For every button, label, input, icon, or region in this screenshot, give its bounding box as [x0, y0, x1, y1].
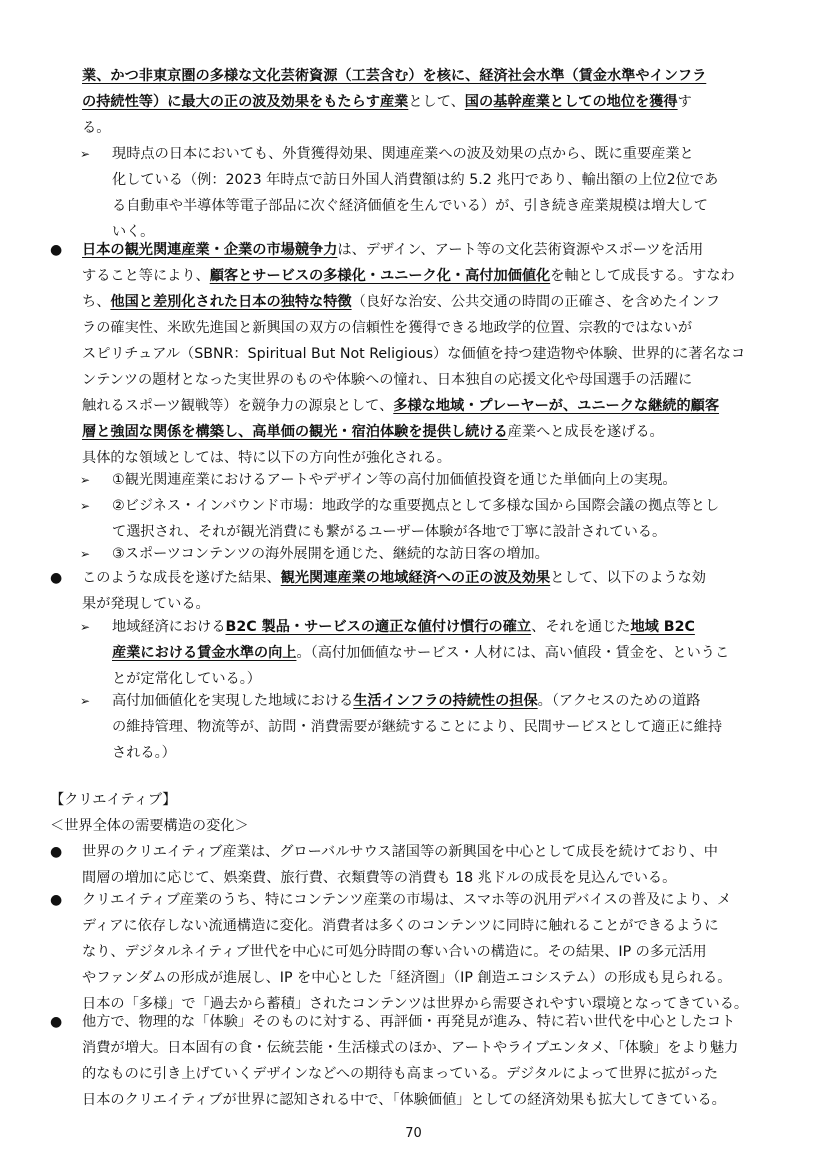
- paragraph-line: [82, 263, 782, 289]
- emphasis-text: 産業における賃金水準の向上: [112, 645, 297, 661]
- body-text: 。（アクセスのための道路: [537, 693, 701, 709]
- body-text: す: [677, 94, 692, 110]
- sub-item-line: [112, 640, 784, 666]
- intro-paragraph: [82, 63, 782, 141]
- ripple-effect-paragraph: [82, 565, 782, 617]
- paragraph-line: [82, 341, 782, 367]
- body-text: ち、: [82, 294, 111, 310]
- body-text: 産業へと成長を遂げる。: [507, 424, 664, 440]
- sub-item-line: 現時点の日本においても、外貨獲得効果、関連産業への波及効果の点から、既に重要産業と: [112, 146, 694, 162]
- bullet-dot-icon: ●: [50, 892, 63, 908]
- paragraph-line: 日本の「多様」で「過去から蓄積」されたコンテンツは世界から需要されやすい環境となってきている。: [82, 996, 749, 1012]
- paragraph-line: クリエイティブ産業のうち、特にコンテンツ産業の市場は、スマホ等の汎用デバイスの普及により、メ: [82, 892, 732, 908]
- sub-item: [112, 493, 784, 545]
- subheading: [50, 813, 249, 839]
- paragraph-line: [82, 237, 782, 263]
- emphasis-text: の持続性等）に最大の正の波及効果をもたらす産業: [82, 94, 409, 110]
- emphasis-text: 他国と差別化された日本の独特な特徴: [110, 294, 352, 310]
- paragraph-line: [82, 315, 782, 341]
- bullet-dot-icon: ●: [50, 570, 63, 586]
- body-text: の維持管理、物流等が、訪問・消費需要が継続することにより、民間サービスとして適正に維持: [112, 719, 723, 735]
- emphasis-text: B2C 製品・サービスの適正な値付け慣行の確立: [225, 619, 532, 635]
- section-heading-text: 【クリエイティブ】: [50, 792, 177, 808]
- subheading-text: ＜世界全体の需要構造の変化＞: [50, 818, 249, 834]
- body-text: される。）: [112, 745, 176, 761]
- arrow-bullet-icon: ➢: [80, 473, 91, 487]
- arrow-bullet-icon: ➢: [80, 547, 91, 561]
- bullet-dot-icon: ●: [50, 1014, 63, 1030]
- sub-item: [112, 541, 784, 567]
- bullet-dot-icon: ●: [50, 844, 63, 860]
- arrow-bullet-icon: ➢: [80, 147, 91, 161]
- body-text: ンテンツの題材となった実世界のものや体験への憧れ、日本独自の応援文化や母国選手の活躍に: [82, 372, 693, 388]
- emphasis-text: 業、かつ非東京圏の多様な文化芸術資源（工芸含む）を核に、経済社会水準（賃金水準やインフラ: [82, 68, 707, 84]
- paragraph-line: [82, 419, 782, 445]
- arrow-bullet-icon: ➢: [80, 499, 91, 513]
- body-text: （良好な治安、公共交通の時間の正確さ、を含めたインフ: [351, 294, 720, 310]
- intro-line: [82, 115, 782, 141]
- body-text: 触れるスポーツ観戦等）を競争力の源泉として、: [82, 398, 394, 414]
- emphasis-text: 顧客とサービスの多様化・ユニーク化・高付加価値化: [209, 268, 551, 284]
- body-text: とが定常化している。）: [112, 671, 261, 687]
- arrow-bullet-icon: ➢: [80, 694, 91, 708]
- body-text: ラの確実性、米欧先進国と新興国の双方の信頼性を獲得できる地政学的位置、宗教的ではないが: [82, 320, 693, 336]
- creative-bullet: [82, 839, 782, 891]
- body-text: として、: [408, 94, 465, 110]
- paragraph-line: やファンダムの形成が進展し、IP を中心とした「経済圏」（IP 創造エコシステム）の形成も見られる。: [82, 970, 732, 986]
- sub-item-line: 化している（例：2023 年時点で訪日外国人消費額は約 5.2 兆円であり、輸出額の上位2位であ: [112, 172, 719, 188]
- emphasis-text: 観光関連産業の地域経済への正の波及効果: [280, 570, 551, 586]
- sub-item-line: る自動車や半導体等電子部品に次ぐ経済価値を生んでいる）が、引き続き産業規模は増大して: [112, 198, 708, 214]
- paragraph-line: 日本のクリエイティブが世界に認知される中で、「体験価値」としての経済効果も拡大してきている。: [82, 1092, 726, 1108]
- body-text: 果が発現している。: [82, 596, 210, 612]
- sub-item-line: ③スポーツコンテンツの海外展開を通じた、継続的な訪日客の増加。: [112, 546, 549, 562]
- body-text: 地域経済における: [112, 619, 226, 635]
- sub-item-line: [112, 688, 784, 714]
- body-text: として、以下のような効: [550, 570, 706, 586]
- sub-item: [112, 141, 784, 245]
- body-text: 高付加価値化を実現した地域における: [112, 693, 354, 709]
- sub-item-line: ②ビジネス・インバウンド市場：地政学的な重要拠点として多様な国から国際会議の拠点等とし: [112, 498, 720, 514]
- paragraph-line: 的なものに引き上げていくデザインなどへの期待も高まっている。デジタルによって世界に拡がった: [82, 1066, 719, 1082]
- body-text: る。: [82, 120, 111, 136]
- body-text: は、デザイン、アート等の文化芸術資源やスポーツを活用: [337, 242, 704, 258]
- page-number: 70: [405, 1126, 422, 1141]
- paragraph-line: なり、デジタルネイティブ世代を中心に可処分時間の奪い合いの構造に。その結果、IP の多元活用: [82, 944, 707, 960]
- creative-bullet: [82, 1009, 782, 1113]
- body-text: すること等により、: [82, 268, 210, 284]
- intro-line: [82, 89, 782, 115]
- emphasis-text: 層と強固な関係を構築し、高単価の観光・宿泊体験を提供し続ける: [82, 424, 508, 440]
- paragraph-line: [82, 565, 782, 591]
- paragraph-line: 間層の増加に応じて、娯楽費、旅行費、衣類費等の消費も 18 兆ドルの成長を見込んでいる。: [82, 870, 677, 886]
- sub-item-line: ①観光関連産業におけるアートやデザイン等の高付加価値投資を通じた単価向上の実現。: [112, 472, 677, 488]
- emphasis-text: 生活インフラの持続性の担保: [353, 693, 538, 709]
- sub-item-line: [112, 614, 784, 640]
- intro-line: [82, 63, 782, 89]
- emphasis-text: 国の基幹産業としての地位を獲得: [464, 94, 678, 110]
- sub-item: [112, 688, 784, 766]
- body-text: このような成長を遂げた結果、: [82, 570, 281, 586]
- body-text: 、それを通じた: [531, 619, 631, 635]
- arrow-bullet-icon: ➢: [80, 620, 91, 634]
- body-text: 具体的な領域としては、特に以下の方向性が強化される。: [82, 450, 451, 466]
- bullet-dot-icon: ●: [50, 242, 63, 258]
- sub-item: [112, 614, 784, 692]
- paragraph-line: 世界のクリエイティブ産業は、グローバルサウス諸国等の新興国を中心として成長を続けており、中: [82, 844, 718, 860]
- paragraph-line: [82, 289, 782, 315]
- sub-item-line: [112, 740, 784, 766]
- paragraph-line: [82, 393, 782, 419]
- market-competitiveness-paragraph: [82, 237, 782, 471]
- emphasis-text: 日本の観光関連産業・企業の市場競争力: [82, 242, 338, 258]
- paragraph-line: [82, 367, 782, 393]
- paragraph-line: 他方で、物理的な「体験」そのものに対する、再評価・再発見が進み、特に若い世代を中心としたコト: [82, 1014, 736, 1030]
- sub-item-line: て選択され、それが観光消費にも繋がるユーザー体験が各地で丁寧に設計されている。: [112, 524, 667, 540]
- paragraph-line: ディアに依存しない流通構造に変化。消費者は多くのコンテンツに同時に触れることができるように: [82, 918, 719, 934]
- emphasis-text: 多様な地域・プレーヤーが、ユニークな継続的顧客: [393, 398, 720, 414]
- body-text: スピリチュアル（SBNR：Spiritual But Not Religious）な価値を持つ建造物や体験、世界的に著名なコ: [82, 346, 746, 362]
- body-text: を軸として成長する。すなわ: [550, 268, 735, 284]
- emphasis-text: 地域 B2C: [630, 619, 695, 635]
- section-heading: [50, 787, 176, 813]
- creative-bullet: [82, 887, 782, 1017]
- sub-item: [112, 467, 784, 493]
- sub-item-line: いく。: [112, 224, 155, 240]
- paragraph-line: 消費が増大。日本固有の食・伝統芸能・生活様式のほか、アートやライブエンタメ、「体験」をより魅力: [82, 1040, 739, 1056]
- sub-item-line: [112, 714, 784, 740]
- body-text: 。（高付加価値なサービス・人材には、高い値段・賃金を、というこ: [296, 645, 730, 661]
